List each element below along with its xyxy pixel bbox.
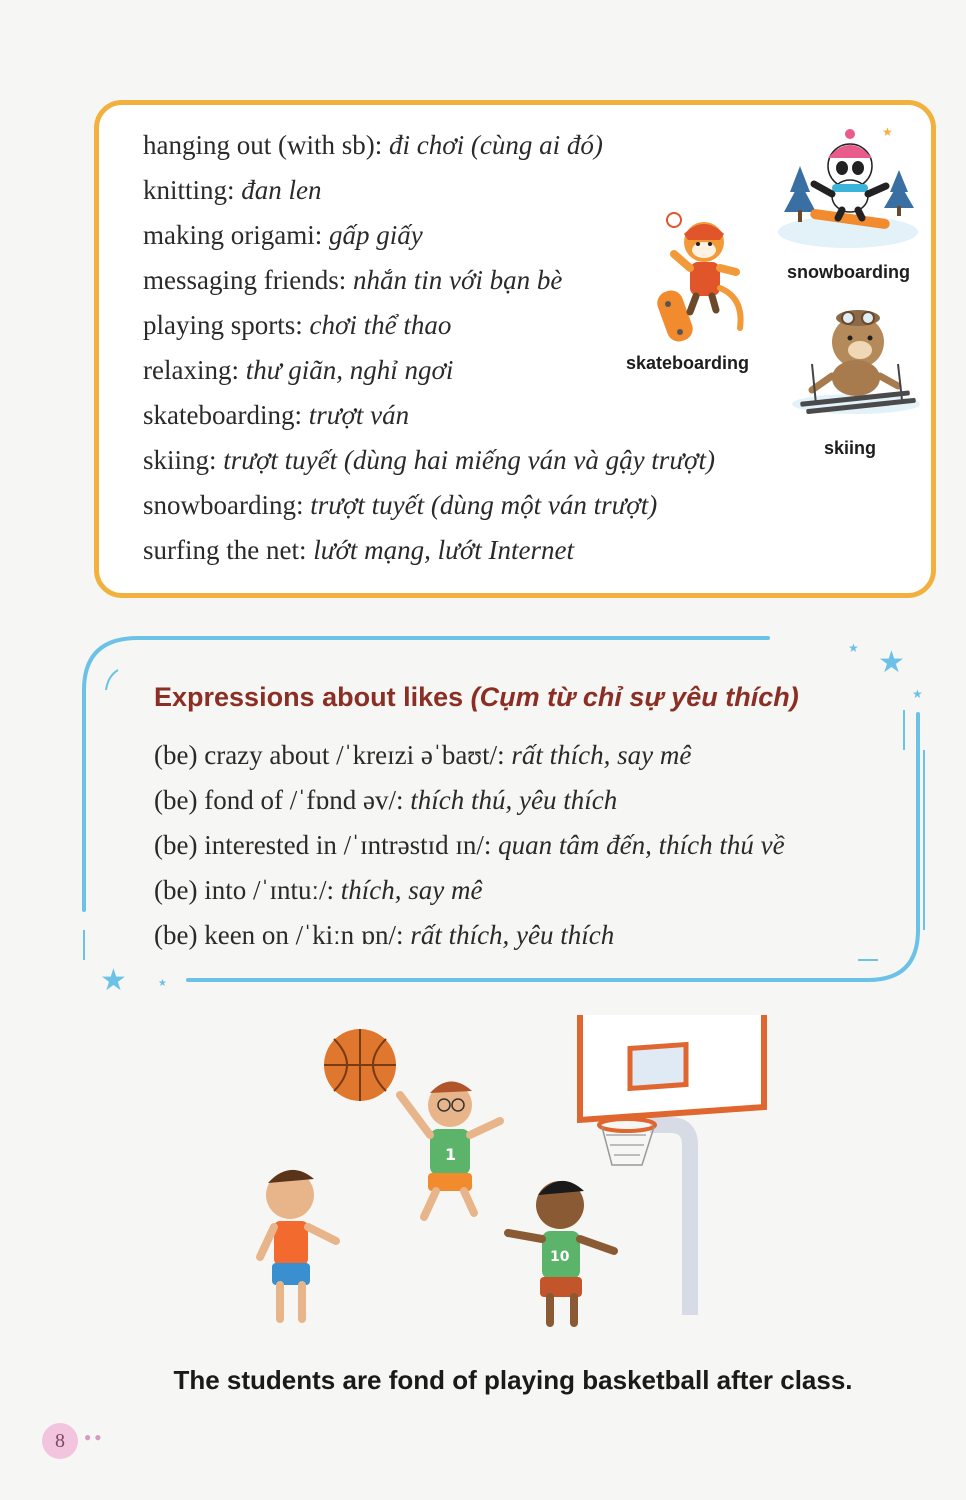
vocab-item: hanging out (with sb): đi chơi (cùng ai đó) bbox=[143, 130, 603, 160]
panda-snowboarding-illustration bbox=[770, 122, 920, 252]
star-icon: ★ bbox=[878, 645, 905, 680]
star-icon: ★ bbox=[912, 687, 923, 701]
vocabulary-list bbox=[143, 123, 715, 573]
expression-item: (be) interested in /ˈɪntrəstɪd ɪn/: quan tâm đến, thích thú về bbox=[154, 830, 785, 860]
caption: The students are fond of playing basketball after class. bbox=[173, 1365, 853, 1395]
star-icon: ★ bbox=[848, 641, 859, 655]
tiger-skateboarding-illustration bbox=[656, 208, 760, 348]
skateboarding-label: skateboarding bbox=[626, 353, 750, 373]
vocab-item: surfing the net: lướt mạng, lướt Internet bbox=[143, 535, 574, 565]
basketball-illustration bbox=[250, 1015, 780, 1335]
vocab-item: making origami: gấp giấy bbox=[143, 220, 423, 250]
player-number-1: 1 bbox=[445, 1145, 457, 1164]
svg-text:★: ★ bbox=[882, 125, 893, 139]
expressions-box bbox=[78, 630, 938, 1000]
page-number-badge: 8 bbox=[42, 1423, 78, 1459]
expression-item: (be) keen on /ˈkiːn ɒn/: rất thích, yêu thích bbox=[154, 920, 615, 950]
expression-item: (be) into /ˈɪntuː/: thích, say mê bbox=[154, 875, 483, 905]
vocab-item: relaxing: thư giãn, nghỉ ngơi bbox=[143, 355, 454, 385]
skiing-label: skiing bbox=[824, 438, 877, 458]
snowboarding-label: snowboarding bbox=[787, 262, 910, 282]
star-icon: ★ bbox=[158, 978, 167, 989]
decorative-dots: ●● bbox=[84, 1430, 105, 1444]
expressions-title: Expressions about likes (Cụm từ chỉ sự yêu thích) bbox=[154, 682, 799, 712]
player-number-10: 10 bbox=[550, 1249, 570, 1265]
vocab-item: snowboarding: trượt tuyết (dùng một ván trượt) bbox=[143, 490, 658, 520]
vocab-item: playing sports: chơi thể thao bbox=[143, 310, 452, 340]
vocab-item: skiing: trượt tuyết (dùng hai miếng ván và gậy trượt) bbox=[143, 445, 715, 475]
expression-item: (be) crazy about /ˈkreɪzi əˈbaʊt/: rất thích, say mê bbox=[154, 740, 692, 770]
vocab-item: knitting: đan len bbox=[143, 175, 322, 205]
expression-item: (be) fond of /ˈfɒnd əv/: thích thú, yêu thích bbox=[154, 785, 618, 815]
vocab-item: skateboarding: trượt ván bbox=[143, 400, 410, 430]
expressions-list bbox=[154, 733, 785, 958]
hamster-skiing-illustration bbox=[786, 300, 926, 422]
vocab-item: messaging friends: nhắn tin với bạn bè bbox=[143, 265, 563, 295]
star-icon: ★ bbox=[100, 963, 127, 998]
